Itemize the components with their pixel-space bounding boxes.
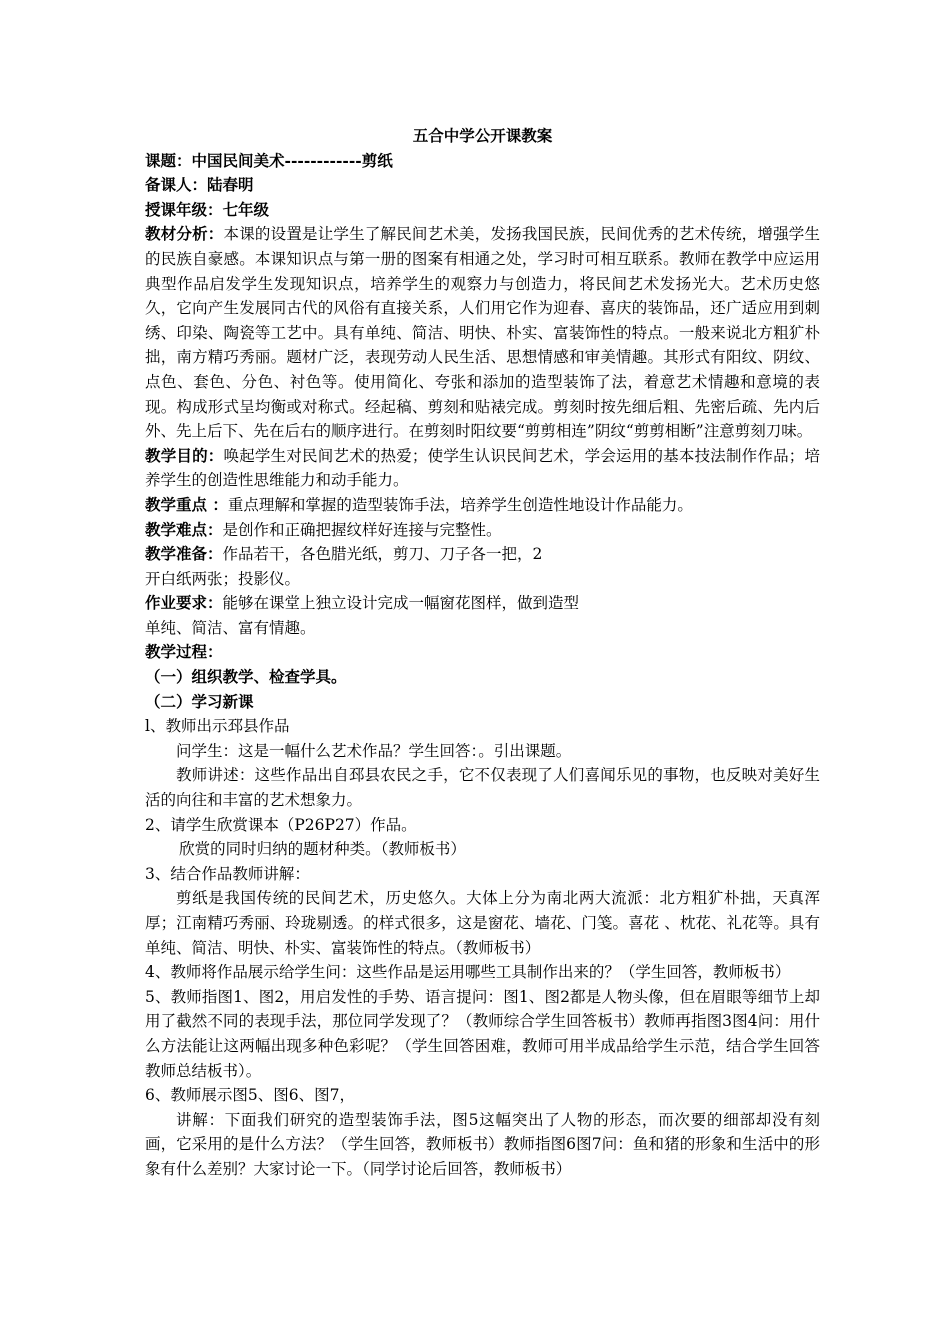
goal-label: 教学目的： xyxy=(145,445,224,465)
step-6: 6、教师展示图5、图6、图7， xyxy=(145,1086,355,1105)
step-2-note: 欣赏的同时归纳的题材种类。（教师板书） xyxy=(179,840,466,859)
analysis-label: 教材分析： xyxy=(145,224,224,244)
preparer-line xyxy=(145,173,820,198)
key-point-label: 教学重点 ： xyxy=(145,494,228,514)
preparation-line-2: 开白纸两张；投影仪。 xyxy=(145,569,301,588)
topic-value: 中国民间美术------------剪纸 xyxy=(191,150,393,170)
step-1: l、教师出示邳县作品 xyxy=(145,717,290,736)
topic-label: 课题： xyxy=(145,150,192,170)
analysis-paragraph xyxy=(145,222,820,443)
step-2: 2、请学生欣赏课本（P26P27）作品。 xyxy=(145,815,417,834)
topic-line xyxy=(145,149,820,174)
key-point-text: 重点理解和掌握的造型装饰手法，培养学生创造性地设计作品能力。 xyxy=(227,495,693,514)
homework-text-1: 能够在课堂上独立设计完成一幅窗花图样，做到造型 xyxy=(222,594,580,613)
lesson-plan-page xyxy=(145,124,820,1182)
homework-line xyxy=(145,591,820,616)
preparation-line xyxy=(145,542,820,567)
difficulty-line xyxy=(145,518,820,543)
section-heading-2: （二）学习新课 xyxy=(145,691,254,711)
preparer-label: 备课人： xyxy=(145,175,208,195)
document-title: 五合中学公开课教案 xyxy=(412,126,553,145)
step-6-explanation: 讲解：下面我们研究的造型装饰手法，图5这幅突出了人物的形态，而次要的细部却没有刻画，它采用的是什么方法？（学生回答，教师板书）教师指图6图7问：鱼和猪的形象和生活中的形象有什么差别？大家讨论一下。（同学讨论后回答，教师板书） xyxy=(145,1110,820,1178)
preparer-value: 陆春明 xyxy=(207,175,254,195)
grade-line xyxy=(145,198,820,223)
difficulty-text: 是创作和正确把握纹样好连接与完整性。 xyxy=(222,520,502,539)
step-3-explanation: 剪纸是我国传统的民间艺术，历史悠久。大体上分为南北两大流派：北方粗犷朴拙，天真浑厚；江南精巧秀丽、玲珑剔透。的样式很多，这是窗花、墙花、门笺。喜花 、枕花、礼花等。具有单纯、简洁、明快、朴实、富装饰性的特点。（教师板书） xyxy=(145,889,820,957)
homework-label: 作业要求： xyxy=(145,593,223,613)
difficulty-label: 教学难点： xyxy=(145,519,223,539)
step-3: 3、结合作品教师讲解： xyxy=(145,864,310,883)
section-heading-1: （一）组织教学、检查学具。 xyxy=(145,667,347,687)
step-1-question: 问学生：这是一幅什么艺术作品？学生回答：。引出课题。 xyxy=(176,741,572,760)
step-1-explanation: 教师讲述：这些作品出自邳县农民之手，它不仅表现了人们喜闻乐见的事物，也反映对美好生活的向往和丰富的艺术想象力。 xyxy=(145,766,820,810)
key-point-line xyxy=(145,493,820,518)
goal-text: 唤起学生对民间艺术的热爱；使学生认识民间艺术，学会运用的基本技法制作作品；培养学生的创造性思维能力和动手能力。 xyxy=(145,446,820,490)
process-heading: 教学过程： xyxy=(145,642,223,662)
grade-label: 授课年级： xyxy=(145,199,223,219)
grade-value: 七年级 xyxy=(222,199,270,219)
homework-line-2: 单纯、简洁、富有情趣。 xyxy=(145,618,316,637)
preparation-label: 教学准备： xyxy=(145,544,223,564)
step-5: 5、教师指图1、图2，用启发性的手势、语言提问：图1、图2都是人物头像，但在眉眼等细节上却用了截然不同的表现手法，那位同学发现了？（教师综合学生回答板书）教师再指图3图4问：用什么方法能让这两幅出现多种色彩呢？（学生回答困难，教师可用半成品给学生示范，结合学生回答教师总结板书）。 xyxy=(145,987,820,1080)
preparation-text-1: 作品若干，各色腊光纸，剪刀、刀子各一把，2 xyxy=(222,545,543,564)
step-4: 4、教师将作品展示给学生问：这些作品是运用哪些工具制作出来的？（学生回答，教师板书） xyxy=(145,963,791,982)
goal-paragraph xyxy=(145,444,820,493)
analysis-text: 本课的设置是让学生了解民间艺术美，发扬我国民族，民间优秀的艺术传统，增强学生的民族自豪感。本课知识点与第一册的图案有相通之处，学习时可相互联系。教师在教学中应运用典型作品启发学生发现知识点，培养学生的观察力与创造力，将民间艺术发扬光大。艺术历史悠久，它向产生发展同古代的风俗有直接关系，人们用它作为迎春、喜庆的装饰品，还广适应用到刺绣、印染、陶瓷等工艺中。具有单纯、简洁、明快、朴实、富装饰性的特点。一般来说北方粗犷朴拙，南方精巧秀丽。题材广泛，表现劳动人民生活、思想情感和审美情趣。其形式有阳纹、阴纹、点色、套色、分色、衬色等。使用简化、夸张和添加的造型装饰了法，着意艺术情趣和意境的表现。构成形式呈均衡或对称式。经起稿、剪刻和贴裱完成。剪刻时按先细后粗、先密后疏、先内后外、先上后下、先在后右的顺序进行。在剪刻时阳纹要“剪剪相连”阴纹“剪剪相断”注意剪刻刀味。 xyxy=(145,225,820,441)
